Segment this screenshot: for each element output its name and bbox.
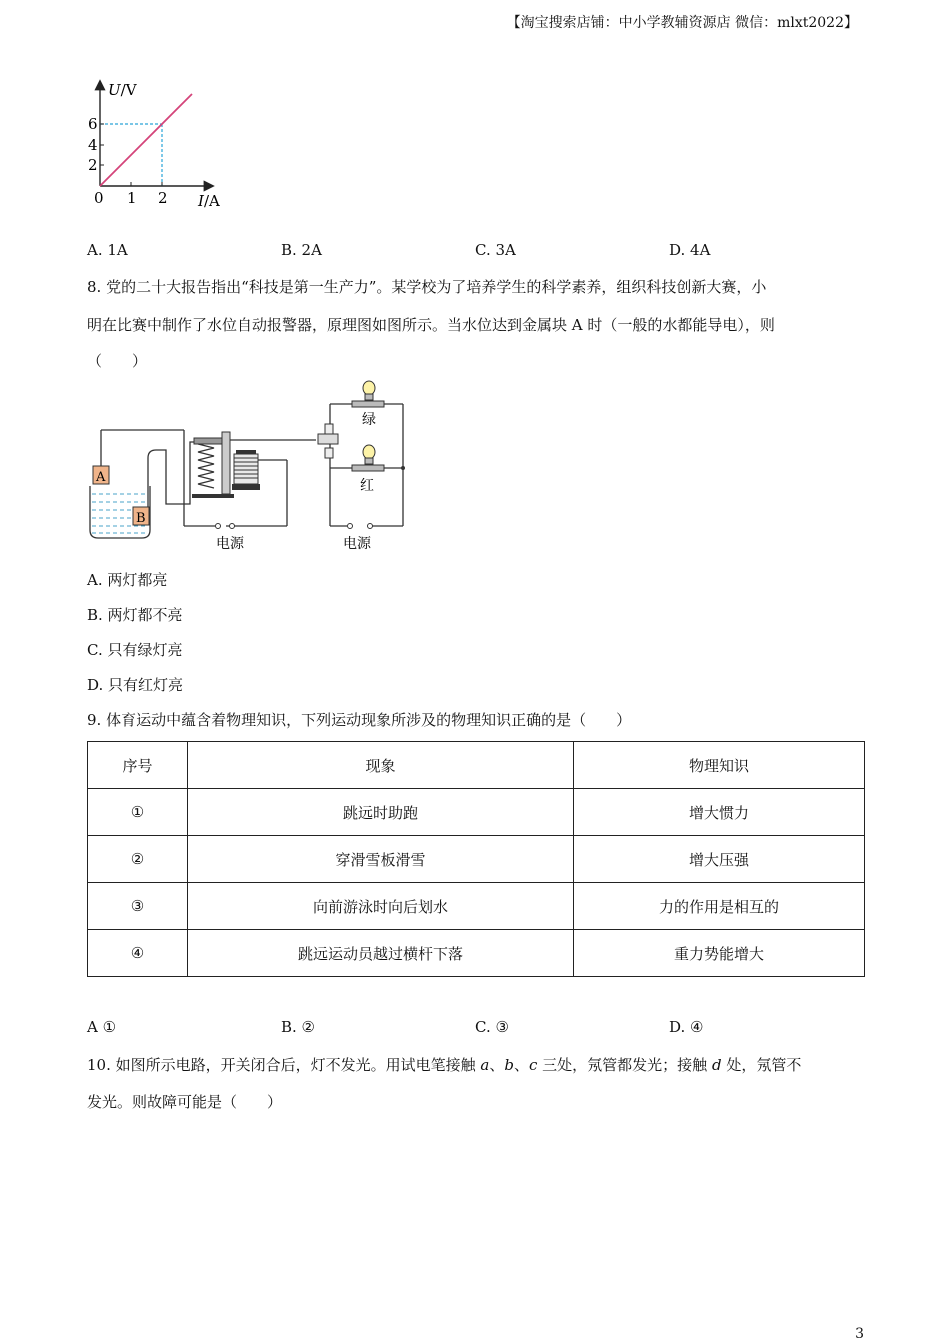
y-tick-2: 2	[88, 156, 98, 174]
q8-text-line2: 明在比赛中制作了水位自动报警器，原理图如图所示。当水位达到金属块 A 时（一般的水都能导电），则	[87, 316, 775, 334]
q8-text-line1: 8. 党的二十大报告指出“科技是第一生产力”。某学校为了培养学生的科学素养，组织科技创新大赛，小	[87, 278, 767, 296]
q8-text-line3: （ ）	[87, 352, 148, 370]
red-lamp-label: 红	[360, 478, 374, 494]
block-b-label: B	[136, 511, 146, 526]
table-cell: ③	[88, 883, 188, 930]
q9-option-a: A ①	[87, 1018, 117, 1036]
table-header-row	[88, 742, 865, 789]
table-header: 序号	[88, 742, 188, 789]
table-row	[88, 883, 865, 930]
table-row	[88, 789, 865, 836]
table-cell: 增大惯力	[574, 789, 865, 836]
q10-text-line1: 10. 如图所示电路，开关闭合后，灯不发光。用试电笔接触 a、b、c 三处，氖管都发光；接触 d 处，氖管不	[87, 1056, 802, 1074]
q9-option-c: C. ③	[475, 1018, 509, 1036]
x-tick-1: 1	[127, 189, 137, 207]
u-i-line	[100, 94, 192, 186]
table-cell: 力的作用是相互的	[574, 883, 865, 930]
table-cell: 重力势能增大	[574, 930, 865, 977]
q7-option-a: A. 1A	[87, 241, 128, 259]
q8-option-c: C. 只有绿灯亮	[87, 641, 183, 659]
block-a-label: A	[96, 470, 106, 485]
table-cell: 穿滑雪板滑雪	[188, 836, 574, 883]
table-cell: ④	[88, 930, 188, 977]
water-alarm-circuit	[82, 376, 412, 554]
table-header: 物理知识	[574, 742, 865, 789]
table-header: 现象	[188, 742, 574, 789]
page-header: 【淘宝搜索店铺：中小学教辅资源店 微信：mlxt2022】	[506, 15, 858, 31]
q8-option-b: B. 两灯都不亮	[87, 606, 183, 624]
q7-option-c: C. 3A	[475, 241, 516, 259]
table-row	[88, 836, 865, 883]
q7-option-b: B. 2A	[281, 241, 322, 259]
var-d: d	[711, 1056, 722, 1074]
table-cell: 跳远时助跑	[188, 789, 574, 836]
var-b: b	[504, 1056, 514, 1074]
svg-text:I/A	[197, 192, 220, 210]
spring	[198, 444, 214, 488]
u-i-graph	[82, 74, 232, 214]
green-lamp-label: 绿	[362, 412, 376, 428]
x-tick-0: 0	[94, 189, 104, 207]
power-label-right: 电源	[343, 536, 371, 552]
page-number: 3	[855, 1326, 864, 1342]
red-lamp	[352, 445, 384, 471]
green-lamp	[352, 381, 384, 407]
var-c: c	[529, 1056, 538, 1074]
table-cell: ①	[88, 789, 188, 836]
table-cell: 向前游泳时向后划水	[188, 883, 574, 930]
y-label-unit: /V	[120, 81, 137, 99]
y-tick-6: 6	[88, 115, 98, 133]
q9-option-b: B. ②	[281, 1018, 316, 1036]
x-label-var: I	[198, 192, 204, 210]
q7-option-d: D. 4A	[669, 241, 711, 259]
table-cell: ②	[88, 836, 188, 883]
q10-text-line2: 发光。则故障可能是（ ）	[87, 1093, 283, 1111]
x-tick-2: 2	[158, 189, 168, 207]
table-cell: 跳远运动员越过横杆下落	[188, 930, 574, 977]
x-label-unit: /A	[203, 192, 220, 210]
q8-option-a: A. 两灯都亮	[87, 571, 168, 589]
table-row	[88, 930, 865, 977]
svg-text:U/V	[108, 81, 138, 99]
y-tick-4: 4	[88, 136, 98, 154]
var-a: a	[480, 1056, 490, 1074]
q9-option-d: D. ④	[669, 1018, 704, 1036]
physics-table	[87, 741, 865, 977]
y-label-var: U	[108, 81, 121, 99]
power-label-left: 电源	[216, 536, 244, 552]
table-cell: 增大压强	[574, 836, 865, 883]
q9-text: 9. 体育运动中蕴含着物理知识，下列运动现象所涉及的物理知识正确的是（ ）	[87, 711, 632, 729]
q8-option-d: D. 只有红灯亮	[87, 676, 184, 694]
